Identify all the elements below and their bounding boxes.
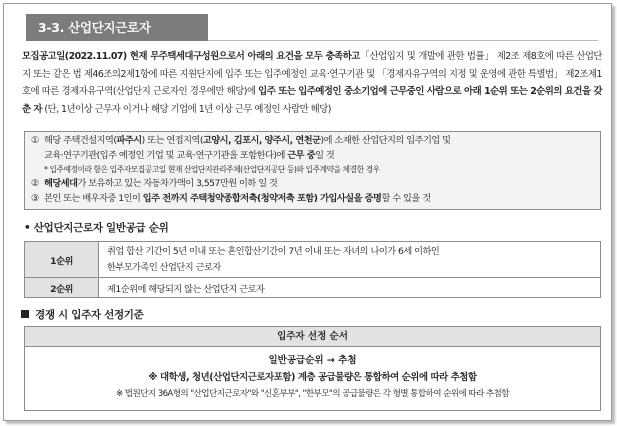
bold-text: 입주 전까지 주택청약종합저축(청약저축 포함) 가입사실을 증명	[142, 192, 382, 204]
criteria-note: * 입주예정이라 함은 입주자모집공고일 현재 산업단지관리주체(산업단지공단 등)와 입주계약을 체결한 경우	[44, 165, 380, 174]
document-page	[3, 3, 612, 421]
table-row	[25, 278, 601, 298]
intro-mid: 「산업입지 및 개발에 관한 법률」 제2조 제8호에 따른 산업단지 또는 같은 법 제46조의2제1항에 따른 지원단지에 입주 또는 입주예정인 교육·연구기관 및 「경제자유구역의 지정 및 운영에 관한 특별법」 제2조제1호에 따른 경제자유구역(산업단지 근로자인 경우에만 해당)에	[22, 51, 602, 97]
text: ) 또는 연접지역(	[141, 135, 203, 146]
text: )에 소재한 산업단지의 입주기업 및	[320, 135, 451, 146]
bold-text: 근무 중	[287, 149, 316, 161]
rank-cell: 1순위	[25, 242, 99, 278]
text: 교육·연구기관(입주 예정인 기업 및 교육·연구기관을 포함한다)에	[44, 149, 288, 161]
text: 가 보유하고 있는 자동차가액이 3,557만원 이하 일 것	[77, 178, 278, 189]
bold-text: 파주시	[116, 135, 142, 146]
section-title: 3-3. 산업단지근로자	[26, 14, 208, 41]
text: 본인 또는 배우자중 1인이	[44, 192, 143, 204]
rank-desc-line: 취업 합산 기간이 5년 이내 또는 혼인합산기간이 7년 이내 또는 자녀의 나이가 6세 이하인	[107, 245, 440, 257]
bold-text: 해당세대	[44, 178, 78, 189]
square-bullet-icon	[21, 310, 29, 318]
selection-note-bold: ※ 대학생, 청년(산업단지근로자포함) 계층 공급물량은 통합하여 순위에 따라 추첨함	[148, 372, 477, 383]
selection-heading	[21, 307, 144, 322]
bold-text: 고양시, 김포시, 양주시, 연천군	[202, 135, 321, 146]
criteria-item-2	[31, 177, 594, 192]
notice-date: 모집공고일(2022.11.07)	[22, 51, 127, 62]
criteria-item-3	[31, 192, 594, 207]
title-divider	[208, 40, 598, 41]
circled-number: ③	[31, 192, 39, 204]
intro-tail: (단, 1년이상 근무자 이거나 해당 기업에 1년 이상 근무 예정인 사람만 해당)	[41, 103, 331, 115]
intro-bold: 입주 또는 입주예정인 중소기업에 근무중인 사람으로 아래 1순위 또는 2순위의 요건을 갖춘 자	[22, 86, 602, 115]
selection-note: ※ 법원단지 36A형의 "산업단지근로자"와 "신혼부부", "한부모"의 공급물량은 각 형별 통합하여 순위에 따라 추첨함	[116, 389, 509, 399]
circled-number: ②	[31, 178, 39, 189]
circled-number: ①	[31, 135, 39, 146]
text: 할 수 있을 것	[381, 192, 431, 204]
rank-desc-cell: 제1순위에 해당되지 않는 산업단지 근로자	[99, 278, 601, 298]
rank-desc-line: 한부모가족인 산업단지 근로자	[107, 261, 221, 273]
selection-order-line: 일반공급순위 → 추첨	[268, 355, 357, 366]
text: 일 것	[315, 149, 335, 161]
intro-lead: 현재 무주택세대구성원으로서 아래의 요건을 모두 충족하고	[126, 51, 360, 62]
selection-order-header: 입주자 선정 순서	[25, 327, 600, 347]
criteria-item-1	[31, 134, 594, 149]
intro-paragraph	[22, 48, 602, 118]
selection-heading-text: 경쟁 시 입주자 선정기준	[35, 309, 144, 321]
rank-desc-cell	[99, 242, 601, 278]
eligibility-box	[24, 131, 601, 210]
rank-cell: 2순위	[25, 278, 99, 298]
selection-order-box	[24, 326, 601, 411]
rank-table	[24, 241, 601, 298]
text: 해당 주택건설지역(	[44, 135, 117, 146]
criteria-item-1-cont	[31, 149, 594, 164]
rank-heading: • 산업단지근로자 일반공급 순위	[24, 222, 169, 234]
table-row	[25, 242, 601, 278]
